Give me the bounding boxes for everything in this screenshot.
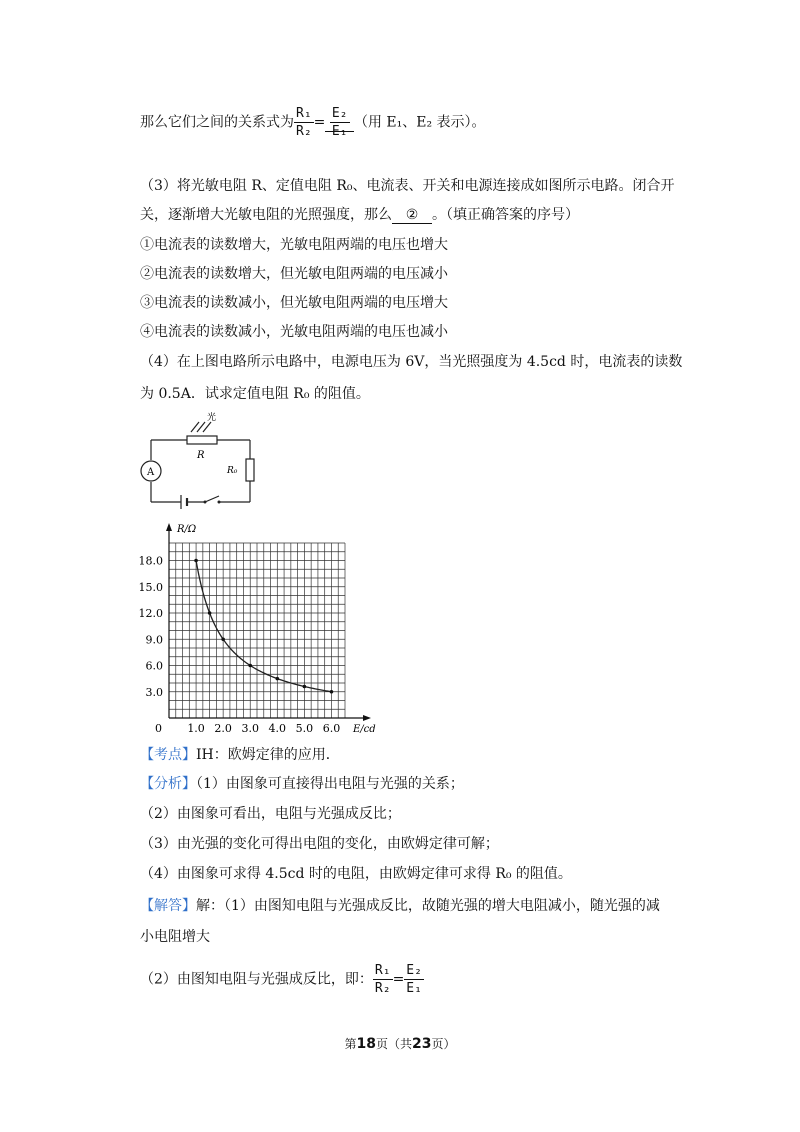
x-tick-label: 2.0 bbox=[214, 722, 232, 735]
jieda-prefix: （2）由图知电阻与光强成反比，即： bbox=[140, 971, 373, 988]
option-1 bbox=[140, 234, 448, 254]
q3-line2 bbox=[140, 204, 579, 224]
footer-pre: 第 bbox=[344, 1037, 357, 1051]
data-point bbox=[276, 677, 280, 681]
resistance-chart bbox=[135, 518, 385, 740]
data-point bbox=[303, 685, 307, 689]
frac-den: E₁ bbox=[406, 981, 422, 996]
origin-label: 0 bbox=[155, 722, 162, 735]
jieda-text: 解：（1）由图知电阻与光强成反比，故随光强的增大电阻减小，随光强的减 bbox=[196, 898, 660, 914]
page-footer bbox=[0, 1035, 800, 1052]
footer-mid: 页（共 bbox=[375, 1037, 412, 1051]
option-text: 电流表的读数增大，光敏电阻两端的电压也增大 bbox=[154, 237, 448, 253]
q3-suffix: 。（填正确答案的序号） bbox=[432, 207, 579, 223]
x-axis-arrow bbox=[363, 715, 371, 721]
x-tick-label: 5.0 bbox=[295, 722, 314, 735]
fenxi-line3: （3）由光强的变化可得出电阻的变化，由欧姆定律可解； bbox=[140, 836, 499, 852]
jieda-line3 bbox=[140, 962, 424, 997]
data-point bbox=[208, 611, 212, 615]
r0-label: R₀ bbox=[227, 466, 238, 476]
jieda-tag: 【解答】 bbox=[140, 898, 196, 914]
circuit-diagram bbox=[135, 410, 270, 510]
data-point bbox=[221, 637, 225, 641]
answer-value: ② bbox=[405, 207, 419, 223]
frac-num: R₁ bbox=[296, 106, 312, 121]
fraction-r bbox=[294, 105, 314, 140]
frac-num: R₁ bbox=[374, 963, 391, 978]
fenxi-text: （1）由图象可直接得出电阻与光强的关系； bbox=[196, 776, 464, 792]
y-axis-arrow bbox=[166, 523, 172, 531]
y-tick-label: 15.0 bbox=[138, 580, 163, 594]
y-tick-label: 12.0 bbox=[138, 607, 163, 620]
total-pages: 23 bbox=[412, 1036, 432, 1052]
q4-line2: 为 0.5A．试求定值电阻 R₀ 的阻值。 bbox=[140, 386, 370, 402]
data-point bbox=[194, 559, 198, 563]
r-label: R bbox=[197, 450, 205, 461]
fenxi-line4: （4）由图象可求得 4.5cd 时的电阻，由欧姆定律可求得 R₀ 的阻值。 bbox=[140, 866, 572, 882]
option-3 bbox=[140, 292, 448, 312]
jieda-line1 bbox=[140, 895, 660, 915]
option-num: ③ bbox=[140, 295, 154, 311]
data-point bbox=[248, 664, 252, 668]
kaodian-tag: 【考点】 bbox=[140, 747, 196, 763]
fraction-r bbox=[373, 962, 393, 997]
option-4 bbox=[140, 321, 448, 341]
relation-prefix: 那么它们之间的关系式为 bbox=[140, 114, 294, 131]
photoresistor bbox=[187, 436, 217, 444]
fraction-e bbox=[330, 105, 350, 140]
option-text: 电流表的读数减小，光敏电阻两端的电压也减小 bbox=[154, 324, 448, 340]
fraction-e bbox=[404, 962, 424, 997]
x-tick-label: 6.0 bbox=[322, 722, 341, 735]
y-axis-label: R/Ω bbox=[177, 524, 197, 535]
fenxi-line2: （2）由图象可看出，电阻与光强成反比； bbox=[140, 806, 401, 822]
data-point bbox=[330, 690, 334, 694]
chart-grid bbox=[169, 543, 345, 718]
kaodian-line bbox=[140, 744, 340, 764]
q4-line1: （4）在上图电路所示电路中，电源电压为 6V，当光照强度为 4.5cd 时，电流表的读数 bbox=[140, 354, 683, 370]
x-axis-label: E/cd bbox=[353, 724, 376, 735]
option-2 bbox=[140, 263, 448, 283]
option-num: ② bbox=[140, 266, 154, 282]
jieda-line2: 小电阻增大 bbox=[140, 929, 210, 945]
y-tick-label: 9.0 bbox=[145, 633, 163, 647]
page-number: 18 bbox=[356, 1036, 376, 1052]
fenxi-line1 bbox=[140, 773, 464, 793]
y-tick-label: 6.0 bbox=[145, 659, 163, 673]
frac-num: E₂ bbox=[331, 106, 348, 121]
option-num: ① bbox=[140, 237, 154, 253]
y-tick-label: 3.0 bbox=[145, 685, 163, 699]
option-num: ④ bbox=[140, 324, 154, 340]
fenxi-tag: 【分析】 bbox=[140, 776, 196, 792]
q3-prefix: 关，逐渐增大光敏电阻的光照强度，那么 bbox=[140, 207, 392, 223]
frac-den: R₂ bbox=[296, 124, 312, 139]
light-label: 光 bbox=[207, 413, 217, 423]
equals: = bbox=[313, 114, 326, 131]
footer-post: 页） bbox=[431, 1037, 456, 1051]
option-text: 电流表的读数增大，但光敏电阻两端的电压减小 bbox=[154, 266, 448, 282]
kaodian-text: IH：欧姆定律的应用． bbox=[196, 747, 340, 763]
answer-blank bbox=[392, 207, 432, 224]
frac-den: R₂ bbox=[374, 981, 391, 996]
frac-den: E₁ bbox=[331, 124, 348, 139]
x-tick-label: 1.0 bbox=[187, 722, 205, 735]
option-text: 电流表的读数减小，但光敏电阻两端的电压增大 bbox=[154, 295, 448, 311]
relation-line bbox=[140, 105, 486, 140]
q3-line1: （3）将光敏电阻 R、定值电阻 R₀、电流表、开关和电源连接成如图所示电路。闭合开 bbox=[140, 178, 675, 194]
x-tick-label: 4.0 bbox=[268, 722, 287, 735]
ammeter-label: A bbox=[147, 467, 155, 478]
relation-suffix: （用 E₁、E₂ 表示）。 bbox=[353, 114, 486, 131]
frac-num: E₂ bbox=[406, 963, 422, 978]
x-tick-label: 3.0 bbox=[241, 722, 259, 735]
y-tick-label: 18.0 bbox=[138, 554, 163, 568]
resistor-r0 bbox=[246, 459, 254, 481]
equals: = bbox=[392, 971, 405, 988]
